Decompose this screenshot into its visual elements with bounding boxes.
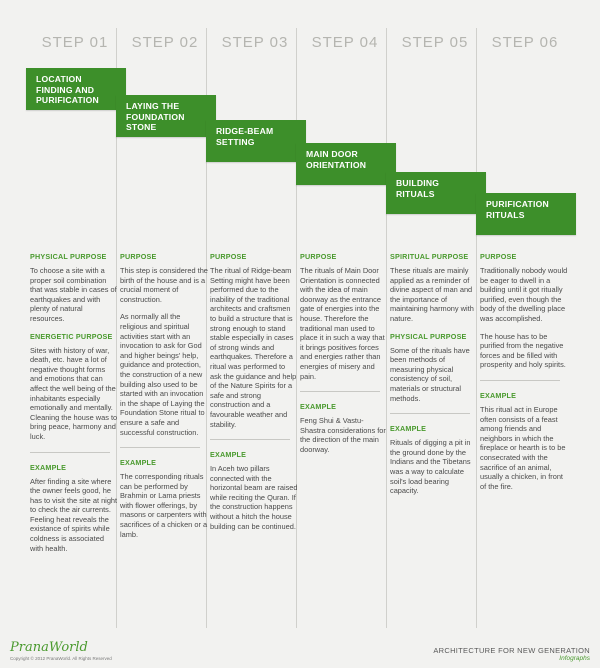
step-title-line: MAIN DOOR <box>306 149 358 159</box>
step-number: STEP 01 <box>41 34 109 51</box>
section-divider <box>480 380 560 381</box>
step-title-banner <box>26 68 126 110</box>
section-text: This ritual act in Europe often consists of a feast among friends and neighbors in which the fireplace or hearth is to be consecrated with the sacrifice of an animal, usually a chicken, in front of the fire. <box>480 404 566 491</box>
section-text: After finding a site where the owner feels good, he has to visit the site at night to check the air currents. Feeling heat reveals the existance of spirits while coldness is associated with health. <box>30 476 118 553</box>
section-heading: EXAMPLE <box>120 458 157 468</box>
step-title-line: RIDGE-BEAM <box>216 126 274 136</box>
section-text: Sites with history of war, death, etc. have a lot of negative thought forms and emotions that can affect the well being of the inhabitants especially emotionally and mentally. Cleaning the house was to bring peace, harmony and luck. <box>30 345 118 441</box>
footer-branding <box>10 640 112 661</box>
section-divider <box>390 413 470 414</box>
section-heading: PURPOSE <box>120 252 157 261</box>
section-heading: EXAMPLE <box>210 450 247 460</box>
section-heading: PHYSICAL PURPOSE <box>390 331 467 341</box>
step-body <box>300 252 388 463</box>
section-text: Rituals of digging a pit in the ground done by the Indians and the Tibetans was a way to calculate soil's load bearing capacity. <box>390 438 471 496</box>
step-title-line: ORIENTATION <box>306 159 367 170</box>
pranaworld-logo: PranaWorld <box>10 640 88 655</box>
step-column-2 <box>120 0 210 640</box>
section-text: In Aceh two pillars connected with the horizontal beam are raised while reciting the Quran. If the construction happens without a hitch the house building can be continued. <box>210 464 298 531</box>
section-heading: EXAMPLE <box>300 402 337 412</box>
step-column-5 <box>390 0 480 640</box>
step-title-line: RITUALS <box>486 209 525 220</box>
section-heading: EXAMPLE <box>30 462 67 472</box>
step-title-line: PURIFICATION <box>486 199 549 209</box>
series-title: ARCHITECTURE FOR NEW GENERATION <box>433 646 590 655</box>
section-text: The rituals of Main Door Orientation is connected with the idea of main doorway as the entrance gate of energies into the house. Therefore the traditional man used to place it in such a way that it brings positives forces and energies rather than energies of misery and pain. <box>300 266 385 381</box>
section-text: This step is considered the birth of the house and is a crucial moment of construction. <box>120 266 208 304</box>
step-title-banner <box>206 120 306 162</box>
step-title-banner <box>296 143 396 185</box>
section-text: Feng Shui & Vastu-Shastra considerations for the direction of the main doorway. <box>300 416 386 454</box>
step-number: STEP 02 <box>131 34 199 51</box>
step-title-line: FOUNDATION <box>126 111 185 122</box>
step-column-6 <box>480 0 570 640</box>
step-title-line: STONE <box>126 122 157 132</box>
step-column-4 <box>300 0 390 640</box>
section-divider <box>120 447 200 448</box>
step-column-3 <box>210 0 300 640</box>
step-body <box>210 252 298 539</box>
step-number: STEP 05 <box>401 34 469 51</box>
step-title-line: BUILDING <box>396 178 440 188</box>
step-title-line: RITUALS <box>396 188 435 199</box>
section-heading: EXAMPLE <box>480 390 517 400</box>
section-heading: EXAMPLE <box>390 424 427 434</box>
step-number: STEP 06 <box>491 34 559 51</box>
step-title-banner <box>116 95 216 137</box>
section-text: As normally all the religious and spiritual activities start with an invocation to ask for God and higher beings' help, guidance and protection, the construction of a new building also used to be started with an invocation in the shape of Laying the Foundation Stone ritual to ensure a safe and successful construction. <box>120 312 205 437</box>
section-heading: SPIRITUAL PURPOSE <box>390 252 469 261</box>
section-text: These rituals are mainly applied as a reminder of divine aspect of man and the importance of maintaining harmony with nature. <box>390 266 474 323</box>
section-heading: PURPOSE <box>300 252 337 261</box>
step-title-line: FINDING AND <box>36 84 95 95</box>
step-title-line: SETTING <box>216 136 255 147</box>
section-text: Some of the rituals have been methods of measuring physical consistency of soil, materials or structural methods. <box>390 345 470 403</box>
section-text: The house has to be purified from the negative forces and be filled with prosperity and holy spirits. <box>480 331 566 370</box>
step-column-1 <box>30 0 120 640</box>
copyright-text: Copyright © 2012 PranaWorld. All Rights Reserved <box>10 656 112 661</box>
section-divider <box>30 452 110 453</box>
section-divider <box>300 391 380 392</box>
step-number: STEP 04 <box>311 34 379 51</box>
section-divider <box>210 439 290 440</box>
step-body <box>120 252 208 547</box>
step-title-banner <box>386 172 486 214</box>
step-number: STEP 03 <box>221 34 289 51</box>
step-body <box>30 252 118 561</box>
section-heading: PHYSICAL PURPOSE <box>30 252 107 261</box>
section-text: To choose a site with a proper soil combination that was stable in cases of earthquakes and with plenty of natural resources. <box>30 266 117 323</box>
step-body <box>480 252 568 499</box>
section-heading: ENERGETIC PURPOSE <box>30 331 113 341</box>
section-heading: PURPOSE <box>480 252 517 261</box>
step-body <box>390 252 478 504</box>
section-heading: PURPOSE <box>210 252 247 261</box>
step-title-line: PURIFICATION <box>36 95 99 105</box>
section-text: The ritual of Ridge-beam Setting might have been performed due to the inability of the traditional architects and craftsmen to build a structure that is strong enough to stand stable especially in cases of strong winds and earthquakes. Therefore a ritual was performed to ask the guidance and help of the Nature Spirits for a safe and strong construction and a favourable weather and stability. <box>210 266 297 429</box>
series-subtitle: Infographs <box>559 655 590 662</box>
section-text: The corresponding rituals can be performed by Brahmin or Lama priests with flower offerings, by masons or carpenters with sacrifices of a chicken or a lamb. <box>120 472 208 539</box>
section-text: Traditionally nobody would be eager to dwell in a building until it got ritually purified, even though the body of the dwelling place was accomplished. <box>480 266 568 323</box>
footer-series <box>433 646 590 662</box>
step-title-banner <box>476 193 576 235</box>
step-title-line: LOCATION <box>36 74 82 84</box>
step-title-line: LAYING THE <box>126 101 180 111</box>
